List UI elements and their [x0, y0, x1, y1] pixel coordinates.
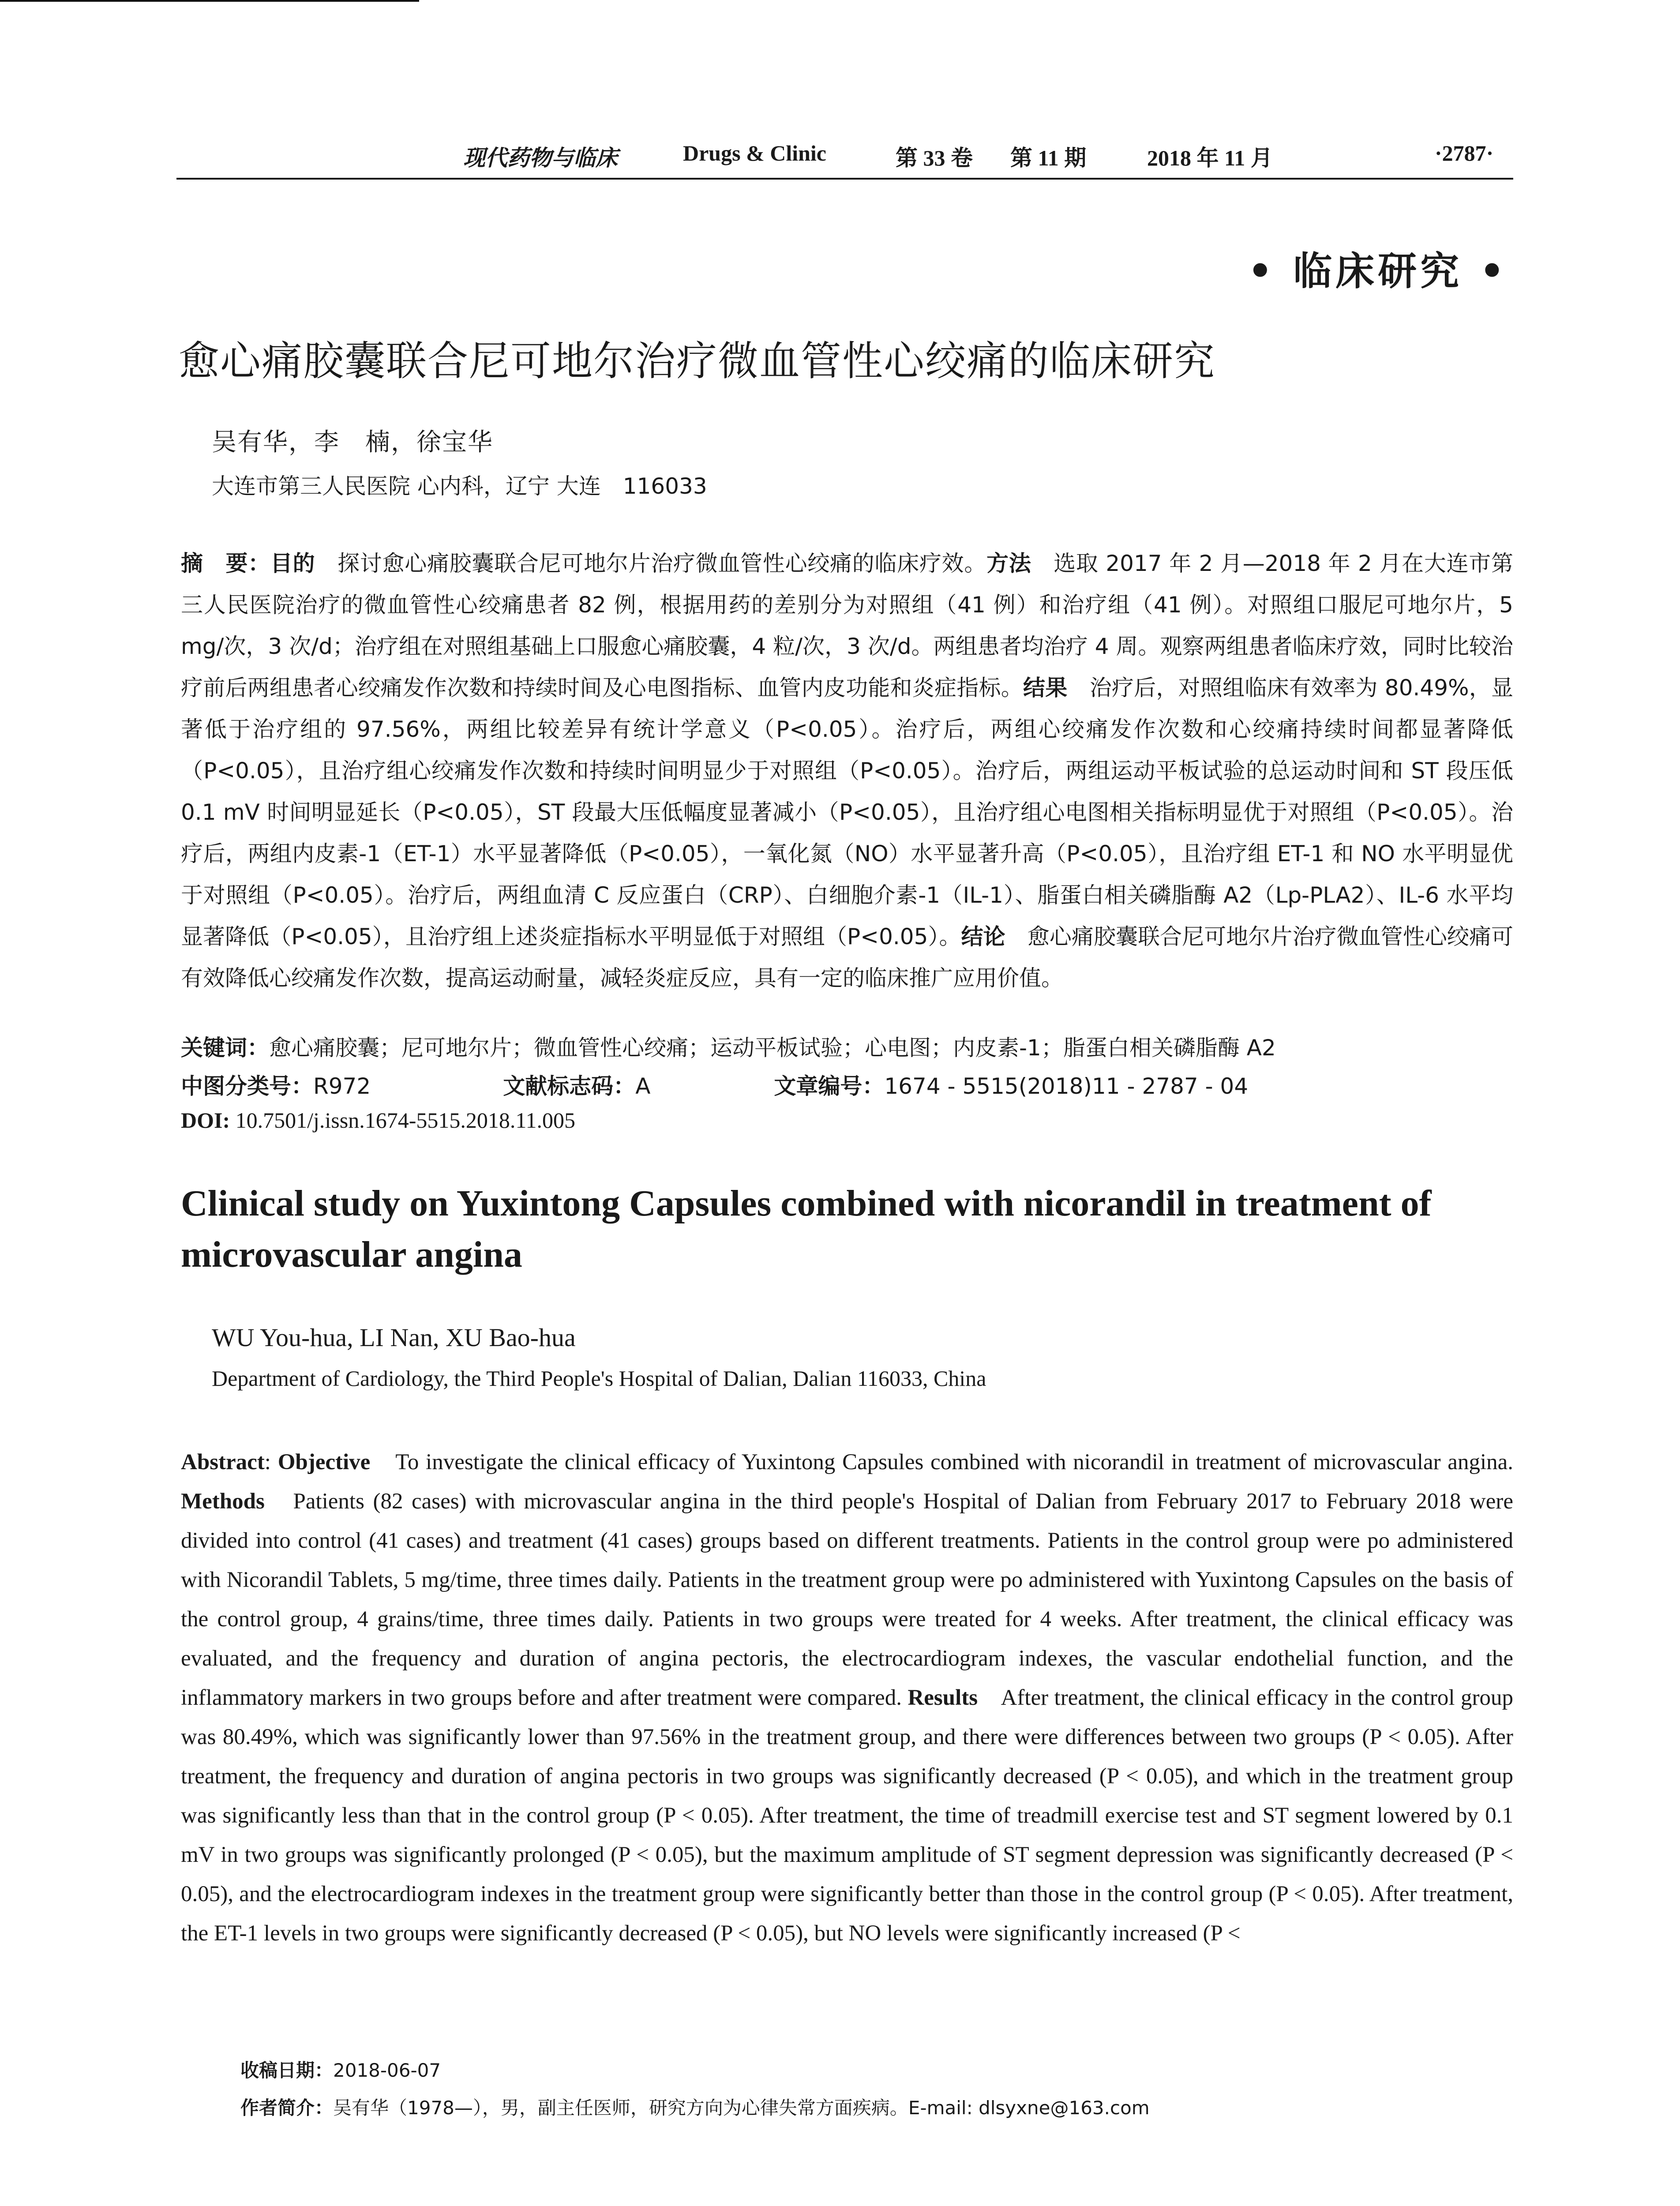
- footnote-rule: [0, 0, 419, 2]
- results-label-en: Results: [908, 1685, 978, 1710]
- journal-name-cn: 现代药物与临床: [463, 145, 618, 171]
- header-rule: [176, 178, 1513, 180]
- objective-text-cn: 探讨愈心痛胶囊联合尼可地尔片治疗微血管性心绞痛的临床疗效。: [315, 551, 987, 576]
- authors-en: WU You-hua, LI Nan, XU Bao-hua: [212, 1323, 576, 1352]
- author-bio-note: [240, 2093, 1150, 2120]
- conclusion-text-cn: 愈心痛胶囊联合尼可地尔片治疗微血管性心绞痛可有效降低心绞痛发作次数，提高运动耐量，减轻炎症反应，具有一定的临床推广应用价值。: [181, 924, 1514, 991]
- abstract-label-en: Abstract: [181, 1450, 265, 1474]
- doc-code-label: 文献标志码：: [503, 1073, 636, 1099]
- affiliation-en: Department of Cardiology, the Third People's Hospital of Dalian, Dalian 116033, China: [212, 1366, 986, 1391]
- doc-code-value: A: [635, 1073, 651, 1099]
- journal-volume: 第 33 卷: [896, 146, 973, 170]
- objective-label-en: Objective: [278, 1450, 371, 1474]
- article-no-value: 1674 - 5515(2018)11 - 2787 - 04: [884, 1073, 1249, 1099]
- affiliation-cn: 大连市第三人民医院 心内科，辽宁 大连 116033: [212, 473, 707, 499]
- abstract-cn: [181, 543, 1513, 999]
- doi-label: DOI:: [181, 1108, 230, 1133]
- clc-label: 中图分类号：: [181, 1073, 313, 1099]
- article-title-en: Clinical study on Yuxintong Capsules combined with nicorandil in treatment of microvascular angina: [181, 1183, 1432, 1275]
- results-label-cn: 结果: [1023, 675, 1068, 701]
- received-value: 2018-06-07: [333, 2060, 441, 2081]
- journal-date: 2018 年 11 月: [1147, 146, 1273, 170]
- received-label: 收稿日期：: [240, 2060, 334, 2081]
- page-number: ·2787·: [1435, 141, 1494, 165]
- keywords-line: [181, 1030, 1276, 1062]
- authors-cn: 吴有华，李 楠，徐宝华: [212, 428, 493, 457]
- article-no-label: 文章编号：: [774, 1073, 885, 1099]
- abstract-label-cn: 摘 要：: [181, 551, 270, 576]
- author-bio-label: 作者简介：: [240, 2097, 334, 2119]
- methods-text-cn: 选取 2017 年 2 月—2018 年 2 月在大连市第三人民医院治疗的微血管性心绞痛患者 82 例，根据用药的差别分为对照组（41 例）和治疗组（41 例）。对照组口服尼可地尔片，5 mg/次，3 次/d；治疗组在对照组基础上口服愈心痛胶囊，4 粒/次，3 次/d。两组患者均治疗 4 周。观察两组患者临床疗效，同时比较治疗前后两组患者心绞痛发作次数和持续时间及心电图指标、血管内皮功能和炎症指标。: [181, 551, 1514, 701]
- author-bio-text: 吴有华（1978—），男，副主任医师，研究方向为心律失常方面疾病。E-mail: dlsyxne@163.com: [333, 2097, 1150, 2119]
- doi-link[interactable]: 10.7501/j.issn.1674-5515.2018.11.005: [230, 1108, 575, 1133]
- methods-text-en: Patients (82 cases) with microvascular angina in the third people's Hospital of Dalian from February 2017 to February 2018 were divided into control (41 cases) and treatment (41 cases) groups based on different treatments. Patients in the control group were po administered with Nicorandil Tablets, 5 mg/time, three times daily. Patients in the treatment group were po administered with Yuxintong Capsules on the basis of the control group, 4 grains/time, three times daily. Patients in two groups were treated for 4 weeks. After treatment, the clinical efficacy was evaluated, and the frequency and duration of angina pectoris, the electrocardiogram indexes, the vascular endothelial function, and the inflammatory markers in two groups before and after treatment were compared.: [181, 1489, 1513, 1710]
- doi-line: [181, 1107, 575, 1133]
- abstract-en: Abstract: Objective To investigate the clinical efficacy of Yuxintong Capsules combined with nicorandil in treatment of microvascular angina. Methods Patients (82 cases) with microvascular angina in the third people's Hospital of Dalian from February 2017 to February 2018 were divided into control (41 cases) and treatment (41 cases) groups based on different treatments. Patients in the control group were po administered with Nicorandil Tablets, 5 mg/time, three times daily. Patients in the treatment group were po administered with Yuxintong Capsules on the basis of the control group, 4 grains/time, three times daily. Patients in two groups were treated for 4 weeks. After treatment, the clinical efficacy was evaluated, and the frequency and duration of angina pectoris, the electrocardiogram indexes, the vascular endothelial function, and the inflammatory markers in two groups before and after treatment were compared. Results After treatment, the clinical efficacy in the control group was 80.49%, which was significantly lower than 97.56% in the treatment group, and there were differences between two groups (P < 0.05). After treatment, the frequency and duration of angina pectoris in two groups was significantly decreased (P < 0.05), and which in the treatment group was significantly less than that in the control group (P < 0.05). After treatment, the time of treadmill exercise test and ST segment lowered by 0.1 mV in two groups was significantly prolonged (P < 0.05), but the maximum amplitude of ST segment depression was significantly decreased (P < 0.05), and the electrocardiogram indexes in the treatment group were significantly better than those in the control group (P < 0.05). After treatment, the ET-1 levels in two groups were significantly decreased (P < 0.05), but NO levels were significantly increased (P <: [181, 1450, 1513, 1946]
- keywords-text: 愈心痛胶囊；尼可地尔片；微血管性心绞痛；运动平板试验；心电图；内皮素-1；脂蛋白相关磷脂酶 A2: [269, 1035, 1276, 1061]
- results-text-cn: 治疗后，对照组临床有效率为 80.49%，显著低于治疗组的 97.56%，两组比较差异有统计学意义（P<0.05）。治疗后，两组心绞痛发作次数和心绞痛持续时间都显著降低（P<0.05），且治疗组心绞痛发作次数和持续时间明显少于对照组（P<0.05）。治疗后，两组运动平板试验的总运动时间和 ST 段压低 0.1 mV 时间明显延长（P<0.05），ST 段最大压低幅度显著减小（P<0.05），且治疗组心电图相关指标明显优于对照组（P<0.05）。治疗后，两组内皮素-1（ET-1）水平显著降低（P<0.05），一氧化氮（NO）水平显著升高（P<0.05），且治疗组 ET-1 和 NO 水平明显优于对照组（P<0.05）。治疗后，两组血清 C 反应蛋白（CRP）、白细胞介素-1（IL-1）、脂蛋白相关磷脂酶 A2（Lp-PLA2）、IL-6 水平均显著降低（P<0.05），且治疗组上述炎症指标水平明显低于对照组（P<0.05）。: [181, 675, 1514, 949]
- journal-name-en: Drugs & Clinic: [683, 141, 826, 165]
- methods-label-en: Methods: [181, 1489, 265, 1514]
- journal-issue: 第 11 期: [1010, 146, 1087, 170]
- objective-label-cn: 目的: [270, 551, 315, 576]
- objective-text-en: To investigate the clinical efficacy of Yuxintong Capsules combined with nicorandil in treatment of microvascular angina.: [370, 1450, 1513, 1474]
- classification-line: [181, 1069, 1248, 1100]
- received-date-note: [240, 2056, 441, 2082]
- section-label: • 临床研究 •: [1248, 248, 1508, 294]
- methods-label-cn: 方法: [986, 551, 1031, 576]
- article-title-cn: 愈心痛胶囊联合尼可地尔治疗微血管性心绞痛的临床研究: [179, 338, 1216, 385]
- conclusion-label-cn: 结论: [961, 924, 1005, 949]
- clc-value: R972: [313, 1073, 371, 1099]
- keywords-label: 关键词：: [181, 1035, 269, 1061]
- results-text-en: After treatment, the clinical efficacy in the control group was 80.49%, which was significantly lower than 97.56% in the treatment group, and there were differences between two groups (P < 0.05). After treatment, the frequency and duration of angina pectoris in two groups was significantly decreased (P < 0.05), and which in the treatment group was significantly less than that in the control group (P < 0.05). After treatment, the time of treadmill exercise test and ST segment lowered by 0.1 mV in two groups was significantly prolonged (P < 0.05), but the maximum amplitude of ST segment depression was significantly decreased (P < 0.05), and the electrocardiogram indexes in the treatment group were significantly better than those in the control group (P < 0.05). After treatment, the ET-1 levels in two groups were significantly decreased (P < 0.05), but NO levels were significantly increased (P <: [181, 1685, 1513, 1946]
